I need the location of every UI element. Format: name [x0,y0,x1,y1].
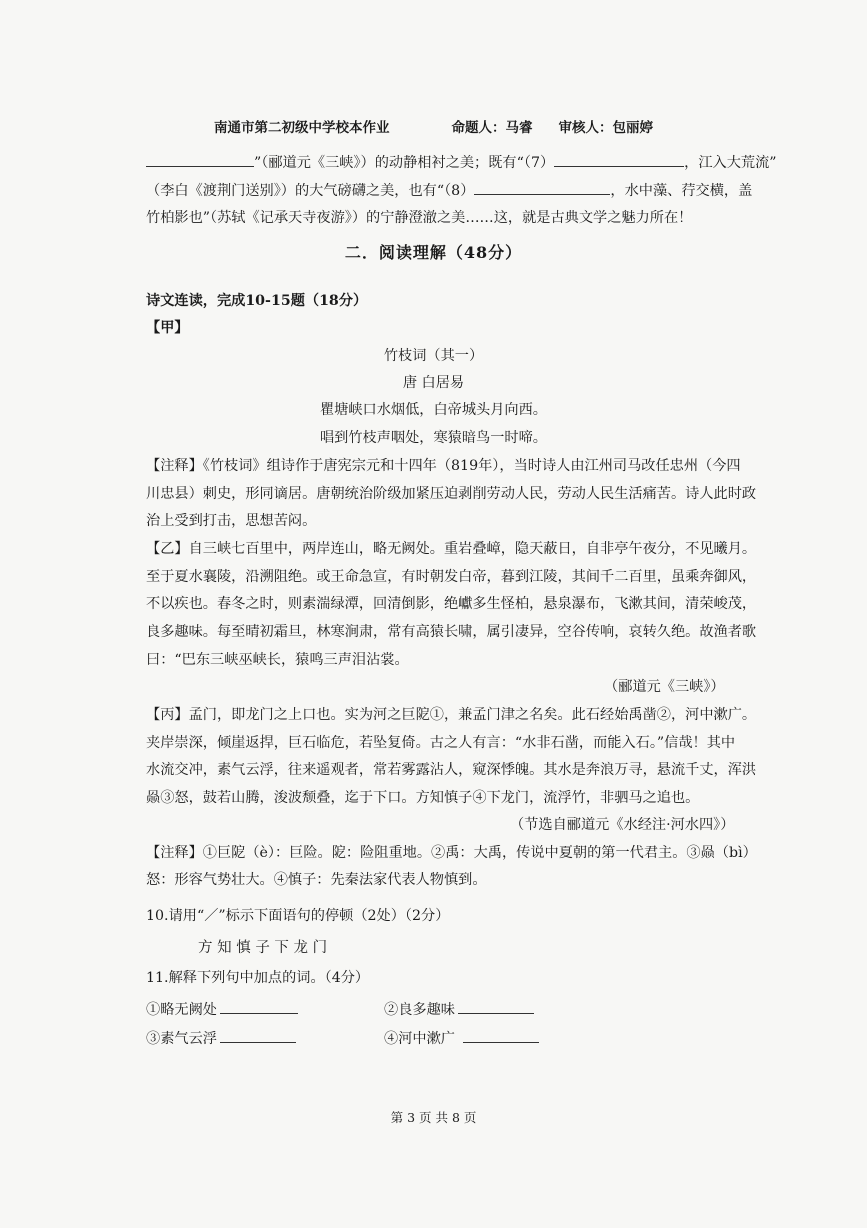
q10-sentence: 方 知 慎 子 下 龙 门 [198,940,328,956]
bing-line-4: 赑③怒，鼓若山腾，浚波颓叠，迄于下口。方知慎子④下龙门，流浮竹，非驷马之追也。 [146,790,700,806]
bing-line-1: 【丙】孟门，即龙门之上口也。实为河之巨阸①，兼孟门津之名矣。此石经始禹凿②，河中漱广。 [146,707,757,723]
poem-line-2: 唱到竹枝声咽处，寒猿暗鸟一时啼。 [319,430,547,446]
fill-line-2: （李白《渡荆门送别》）的大气磅礴之美，也有“（8） ，水中藻、荇交横，盖 [146,180,752,200]
question-10: 10.请用“／”标示下面语句的停顿（2处）（2分） [146,908,450,924]
bing-note-line-2: 怒：形容气势壮大。④慎子：先秦法家代表人物慎到。 [146,872,487,888]
yi-line-4: 良多趣味。每至晴初霜旦，林寒涧肃，常有高猿长啸，属引凄异，空谷传响，哀转久绝。故渔者歌 [146,624,757,640]
bing-note-line-1: 【注释】①巨阸（è）：巨险。阸：险阻重地。②禹：大禹，传说中夏朝的第一代君主。③赑（bì） [146,845,757,861]
jia-note-line-1: 【注释】《竹枝词》组诗作于唐宪宗元和十四年（819年），当时诗人由江州司马改任忠州（今四 [146,458,741,474]
page-number: 第 3 页 共 8 页 [390,1110,477,1125]
fill-line-3: 竹柏影也”（苏轼《记承天寺夜游》）的宁静澄澈之美……这，就是古典文学之魅力所在！ [146,210,693,226]
school-name: 南通市第二初级中学校本作业 [214,120,390,136]
q11-item-b: ②良多趣味 [384,999,534,1019]
bing-line-2: 夹岸崇深，倾崖返捍，巨石临危，若坠复倚。古之人有言：“水非石凿，而能入石。”信哉！其中 [146,735,736,751]
question-11: 11.解释下列句中加点的词。（4分） [146,970,370,986]
yi-source: （郦道元《三峡》） [604,679,725,695]
answer-blank-8[interactable] [474,180,610,195]
bing-line-3: 水流交冲，素气云浮，往来遥观者，常若雾露沾人，窥深悸魄。其水是奔浪万寻，悬流千丈，浑洪 [146,762,757,778]
answer-blank-q11-d[interactable] [463,1028,539,1043]
yi-line-5: 曰：“巴东三峡巫峡长，猿鸣三声泪沾裳。 [146,652,409,668]
yi-line-1: 【乙】自三峡七百里中，两岸连山，略无阙处。重岩叠嶂，隐天蔽日，自非亭午夜分，不见曦月。 [146,541,757,557]
yi-line-3: 不以疾也。春冬之时，则素湍绿潭，回清倒影，绝巘多生怪柏，悬泉瀑布，飞漱其间，清荣峻茂， [146,596,757,612]
poem-line-1: 瞿塘峡口水烟低，白帝城头月向西。 [319,402,547,418]
yi-line-2: 至于夏水襄陵，沿溯阻绝。或王命急宣，有时朝发白帝，暮到江陵，其间千二百里，虽乘奔御风， [146,569,757,585]
reviewer-label: 审核人：包丽婷 [558,120,653,136]
jia-note-line-3: 治上受到打击，思想苦闷。 [146,513,317,529]
section-title: 二．阅读理解（48分） [344,243,523,262]
q11-item-a: ①略无阙处 [146,999,298,1019]
poem-author: 唐 白居易 [402,375,465,391]
answer-blank-7[interactable] [554,152,684,167]
fill-line-1: ”（郦道元《三峡》）的动静相衬之美；既有“（7） ，江入大荒流” [146,152,777,172]
answer-blank-q11-a[interactable] [220,999,298,1014]
reading-intro: 诗文连读，完成10-15题（18分） [146,293,368,309]
page-header [0,116,867,136]
poem-title: 竹枝词（其一） [383,348,484,364]
q11-item-d: ④河中漱广 [384,1028,539,1048]
answer-blank-q11-b[interactable] [458,999,534,1014]
jia-note-line-2: 川忠县）刺史，形同谪居。唐朝统治阶级加紧压迫剥削劳动人民，劳动人民生活痛苦。诗人此时政 [146,486,757,502]
author-label: 命题人：马睿 [451,120,533,136]
q11-item-c: ③素气云浮 [146,1028,296,1048]
answer-blank-6[interactable] [146,152,254,167]
bing-source: （节选自郦道元《水经注·河水四》） [510,817,735,833]
answer-blank-q11-c[interactable] [220,1028,296,1043]
label-jia: 【甲】 [146,320,189,336]
